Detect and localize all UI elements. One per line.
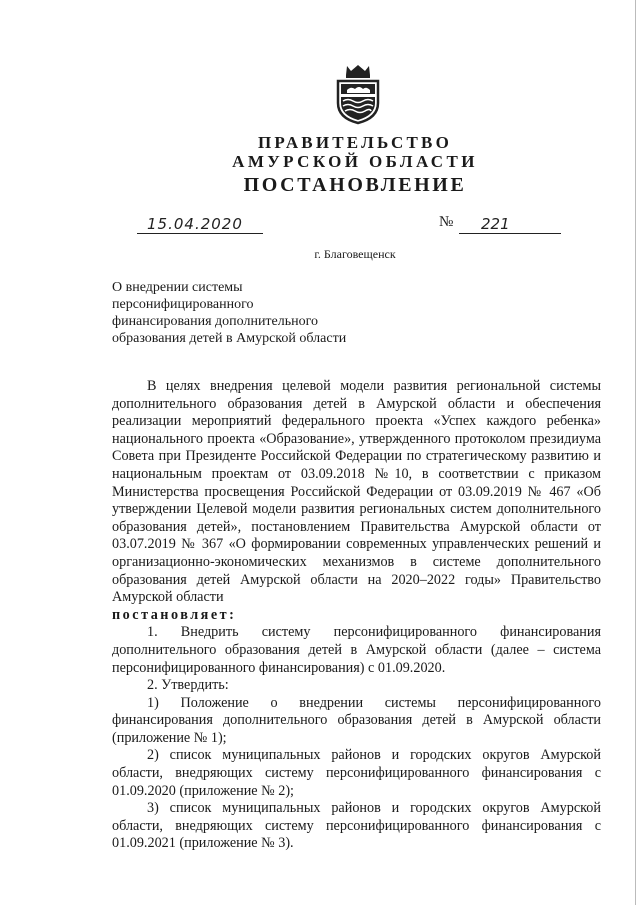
item-paragraph-2-1: 1) Положение о внедрении системы персонифицированного финансирования дополнительного образования детей в Амурской области (приложение № 1);	[112, 694, 601, 746]
resolves-heading: постановляет:	[112, 606, 237, 623]
number-label: №	[439, 214, 454, 230]
city-label: г. Благовещенск	[314, 247, 396, 261]
date-value: 15.04.2020	[147, 215, 243, 233]
org-name-line2: АМУРСКОЙ ОБЛАСТИ	[232, 152, 478, 171]
document-body	[112, 378, 601, 853]
number-value: 221	[481, 215, 510, 233]
item-paragraph-2: 2. Утвердить:	[147, 677, 229, 694]
item-paragraph-1: 1. Внедрить систему персонифицированного финансирования дополнительного образования детей в Амурской области (далее – система персонифицированного финансирования) с 01.09.2020.	[112, 624, 601, 676]
coat-of-arms-icon	[333, 63, 383, 125]
item-paragraph-2-3: 3) список муниципальных районов и городских округов Амурской области, внедряющих систему персонифицированного финансирования с 01.09.2021 (приложение № 3).	[112, 800, 601, 852]
number-field	[459, 217, 561, 234]
org-name-line1: ПРАВИТЕЛЬСТВО	[258, 133, 452, 152]
item-paragraph-2-2: 2) список муниципальных районов и городских округов Амурской области, внедряющих систему персонифицированного финансирования с 01.09.2020 (приложение № 2);	[112, 747, 601, 799]
document-type: ПОСТАНОВЛЕНИЕ	[243, 174, 467, 196]
date-field	[137, 217, 263, 234]
preamble-paragraph: В целях внедрения целевой модели развития региональной системы дополнительного образования детей в Амурской области и обеспечения реализации мероприятий федерального проекта «Успех каждого ребенка» национального проекта «Образование», утвержденного протоколом президиума Совета при Президенте Российской Федерации по стратегическому развитию и национальным проектам от 03.09.2018 №10, в соответствии с приказом Министерства просвещения Российской Федерации от 03.09.2019 № 467 «Об утверждении Целевой модели развития региональных систем дополнительного образования детей», постановлением Правительства Амурской области от 03.07.2019 № 367 «О формировании современных управленческих решений и организационно-экономических механизмов в системе дополнительного образования детей Амурской области на 2020–2022 годы» Правительство Амурской области	[112, 378, 601, 606]
document-subject: О внедрении системы персонифицированного финансирования дополнительного образования детей в Амурской области	[112, 280, 347, 346]
